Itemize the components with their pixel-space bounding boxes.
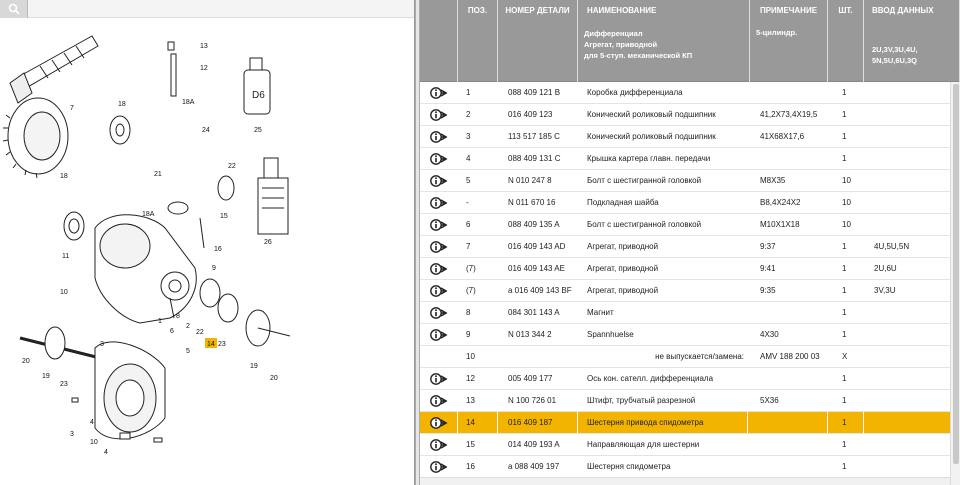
row-vin: 3V,3U — [874, 286, 896, 295]
info-arrow-icon[interactable] — [420, 324, 458, 346]
table-row[interactable] — [420, 368, 950, 390]
row-name: Ось кон. сателл. дифференциала — [587, 374, 714, 383]
seal-drawing — [64, 212, 84, 240]
callout-26: 26 — [264, 239, 272, 246]
row-position: 7 — [466, 242, 471, 251]
row-part-number[interactable]: N 011 670 16 — [508, 198, 556, 207]
row-qty: 1 — [842, 154, 847, 163]
callout-4: 10 — [90, 439, 98, 446]
intro-name-line1: Дифференциал — [584, 29, 643, 38]
diagram-toolbar — [0, 0, 415, 18]
row-vin — [864, 214, 950, 236]
table-row[interactable] — [420, 412, 950, 434]
row-qty: 1 — [842, 242, 847, 251]
table-row[interactable] — [420, 82, 950, 104]
row-qty: 10 — [842, 220, 851, 229]
info-arrow-icon[interactable] — [420, 170, 458, 192]
row-note — [750, 302, 828, 324]
intro-vin-line2: 5N,5U,6U,3Q — [872, 56, 918, 65]
table-row[interactable] — [420, 258, 950, 280]
row-vin — [864, 434, 950, 456]
info-arrow-icon[interactable] — [420, 390, 458, 412]
row-vin — [864, 390, 950, 412]
row-qty: 1 — [828, 412, 864, 434]
row-note: 41X68X17,6 — [760, 132, 805, 141]
row-name: Подкладная шайба — [587, 198, 659, 207]
info-arrow-icon — [420, 346, 458, 368]
info-arrow-icon[interactable] — [420, 280, 458, 302]
header-pos[interactable]: ПОЗ. — [458, 0, 498, 22]
intro-name — [578, 22, 750, 82]
row-vin — [864, 368, 950, 390]
info-arrow-icon[interactable] — [420, 236, 458, 258]
table-row[interactable] — [420, 126, 950, 148]
row-qty: 10 — [842, 198, 851, 207]
callout-13: 13 — [200, 43, 208, 50]
row-position: (7) — [466, 264, 476, 273]
header-name[interactable]: НАИМЕНОВАНИЕ — [578, 0, 750, 22]
table-row[interactable] — [420, 324, 950, 346]
parts-table-pane — [420, 0, 960, 485]
callout-3-lower: 4 — [90, 419, 94, 426]
row-vin — [864, 148, 950, 170]
row-note — [750, 82, 828, 104]
callout-18: 18 — [118, 101, 126, 108]
callout-23: 23 — [218, 341, 226, 348]
row-position: 1 — [466, 88, 471, 97]
zoom-button[interactable] — [0, 0, 28, 18]
row-part-number[interactable]: 084 301 143 A — [508, 308, 560, 317]
row-name: Конический роликовый подшипник — [587, 132, 716, 141]
info-arrow-icon[interactable] — [420, 258, 458, 280]
info-arrow-icon[interactable] — [420, 434, 458, 456]
intro-qty-cell — [828, 22, 864, 82]
magnifier-icon — [8, 3, 20, 15]
row-vin — [864, 82, 950, 104]
row-note: 5X36 — [760, 396, 779, 405]
table-row[interactable] — [420, 192, 950, 214]
row-qty: X — [842, 352, 848, 361]
row-part-number[interactable]: 088 409 121 B — [508, 88, 561, 97]
info-arrow-icon[interactable] — [420, 456, 458, 478]
intro-number-cell — [498, 22, 578, 82]
oil-bottle-drawing — [244, 58, 270, 114]
row-position: 16 — [466, 462, 475, 471]
table-row[interactable] — [420, 280, 950, 302]
info-arrow-icon[interactable] — [420, 412, 458, 434]
row-qty: 1 — [842, 132, 847, 141]
callout-1: 1 — [158, 318, 162, 325]
intro-pos-cell — [458, 22, 498, 82]
row-note: M10X1X18 — [760, 220, 800, 229]
header-note[interactable]: ПРИМЕЧАНИЕ — [750, 0, 828, 22]
table-row[interactable] — [420, 346, 950, 368]
row-note: B8,4X24X2 — [760, 198, 801, 207]
differential-housing-drawing — [95, 215, 196, 323]
row-note: 9:37 — [760, 242, 776, 251]
row-part-number[interactable] — [498, 346, 578, 368]
callout-25: 25 — [254, 127, 262, 134]
table-row[interactable] — [420, 302, 950, 324]
row-qty: 1 — [842, 440, 847, 449]
row-note — [750, 148, 828, 170]
row-qty: 1 — [842, 330, 847, 339]
row-note — [750, 456, 828, 478]
table-row[interactable] — [420, 456, 950, 478]
row-note: M8X35 — [760, 176, 786, 185]
table-row[interactable] — [420, 390, 950, 412]
row-vin — [864, 192, 950, 214]
row-qty: 1 — [842, 374, 847, 383]
row-part-number[interactable]: N 013 344 2 — [508, 330, 552, 339]
table-row[interactable] — [420, 214, 950, 236]
row-vin — [864, 302, 950, 324]
row-part-number[interactable]: a 016 409 143 BF — [508, 286, 572, 295]
intro-name-line2: Агрегат, приводной — [584, 40, 658, 49]
row-part-number[interactable]: N 100 726 01 — [508, 396, 557, 405]
row-vin — [864, 170, 950, 192]
info-arrow-icon[interactable] — [420, 126, 458, 148]
row-position: 6 — [466, 220, 471, 229]
sealant-tube-drawing — [258, 158, 288, 234]
table-row[interactable] — [420, 170, 950, 192]
row-part-number[interactable]: 016 409 143 AE — [508, 264, 565, 273]
intro-vin — [864, 22, 960, 82]
row-vin — [864, 346, 950, 368]
row-part-number[interactable]: 113 517 185 C — [508, 132, 560, 141]
row-position: (7) — [466, 286, 476, 295]
row-name: Болт с шестигранной головкой — [587, 176, 702, 185]
table-row[interactable] — [420, 434, 950, 456]
callout-12: 12 — [200, 65, 208, 72]
callout-10-lower: 3 — [70, 431, 74, 438]
header-qty[interactable]: ШТ. — [828, 0, 864, 22]
row-part-number[interactable]: 014 409 193 A — [508, 440, 560, 449]
intro-note: 5-цилиндр. — [750, 22, 828, 82]
intro-icon-cell — [420, 22, 458, 82]
row-part-number[interactable]: 088 409 131 C — [508, 154, 561, 163]
row-name: Шестерня спидометра — [587, 462, 671, 471]
callout-5: 5 — [186, 348, 190, 355]
row-position: 9 — [466, 330, 471, 339]
exploded-diagram-pane — [0, 0, 415, 485]
table-row[interactable] — [420, 148, 950, 170]
row-name: Крышка картера главн. передачи — [587, 154, 711, 163]
row-qty: 1 — [842, 264, 847, 273]
row-vin — [864, 126, 950, 148]
info-arrow-icon[interactable] — [420, 82, 458, 104]
row-name: Магнит — [587, 308, 614, 317]
callout-18a: 18A — [182, 99, 195, 106]
row-position: 14 — [458, 412, 498, 434]
row-qty: 1 — [842, 286, 847, 295]
row-name: Коробка дифференциала — [587, 88, 683, 97]
horizontal-scrollbar[interactable] — [420, 477, 950, 485]
pin-parts-drawing — [168, 42, 176, 96]
row-vin — [864, 324, 950, 346]
callout-18a-lower: 18A — [142, 211, 155, 218]
info-arrow-icon[interactable] — [420, 368, 458, 390]
row-position: 10 — [466, 352, 475, 361]
callout-22: 22 — [228, 163, 236, 170]
row-position: 5 — [466, 176, 471, 185]
vertical-scrollbar[interactable] — [950, 82, 960, 485]
row-position: 3 — [466, 132, 471, 141]
row-qty: 1 — [842, 110, 847, 119]
row-position: 13 — [466, 396, 475, 405]
header-part-number[interactable]: НОМЕР ДЕТАЛИ — [498, 0, 578, 22]
row-note — [750, 368, 828, 390]
washers-drawing — [110, 116, 234, 214]
callout-16: 16 — [214, 246, 222, 253]
info-arrow-icon[interactable] — [420, 302, 458, 324]
row-position: - — [466, 198, 469, 207]
row-vin: 4U,5U,5N — [874, 242, 910, 251]
callout-10-bottom: 4 — [104, 449, 108, 456]
row-part-number[interactable]: 005 409 177 — [508, 374, 553, 383]
ring-gear-drawing — [3, 98, 68, 178]
callout-9: 9 — [212, 265, 216, 272]
table-header — [420, 0, 960, 22]
table-row[interactable] — [420, 236, 950, 258]
row-part-number[interactable]: N 010 247 8 — [508, 176, 552, 185]
callout-3: 3 — [100, 341, 104, 348]
row-note: 4X30 — [760, 330, 779, 339]
callout-2: 2 — [186, 323, 190, 330]
row-qty: 10 — [842, 176, 851, 185]
row-qty: 1 — [842, 396, 847, 405]
callout-19: 19 — [250, 363, 258, 370]
row-position: 15 — [466, 440, 475, 449]
header-vin[interactable]: ВВОД ДАННЫХ — [864, 0, 960, 22]
callout-8: 8 — [176, 313, 180, 320]
svg-text:D6: D6 — [252, 90, 265, 101]
intro-vin-line1: 2U,3V,3U,4U, — [872, 45, 918, 54]
callout-6: 6 — [170, 328, 174, 335]
row-part-number[interactable]: 016 409 187 — [498, 412, 578, 434]
callout-20: 20 — [270, 375, 278, 382]
scrollbar-thumb[interactable] — [953, 84, 959, 464]
callout-15: 15 — [220, 213, 228, 220]
row-name: Spannhuelse — [587, 330, 634, 339]
row-position: 2 — [466, 110, 471, 119]
row-position: 4 — [466, 154, 471, 163]
row-name: Агрегат, приводной — [587, 286, 659, 295]
row-part-number[interactable]: a 088 409 197 — [508, 462, 560, 471]
parts-list — [420, 82, 950, 478]
bearing-drawing — [200, 279, 290, 346]
row-name: Конический роликовый подшипник — [587, 110, 716, 119]
table-intro-row — [420, 22, 960, 82]
intro-name-line3: для 5-ступ. механической КП — [584, 51, 693, 60]
callout-10: 10 — [60, 289, 68, 296]
exploded-parts-drawing[interactable] — [0, 18, 415, 485]
row-qty: 1 — [842, 308, 847, 317]
row-note — [750, 412, 828, 434]
callout-7: 7 — [70, 105, 74, 112]
callout-18-lower: 18 — [60, 173, 68, 180]
row-qty: 1 — [842, 88, 847, 97]
row-note: 9:41 — [760, 264, 776, 273]
row-name: Шестерня привода спидометра — [578, 412, 748, 434]
row-name: Агрегат, приводной — [587, 242, 659, 251]
row-vin — [864, 104, 950, 126]
row-vin — [864, 412, 950, 434]
row-part-number[interactable]: 016 409 143 AD — [508, 242, 566, 251]
row-qty: 1 — [842, 462, 847, 471]
row-name: не выпускается/замена: — [655, 352, 744, 361]
row-note: 9:35 — [760, 286, 776, 295]
callout-19-lower: 19 — [42, 373, 50, 380]
info-arrow-icon[interactable] — [420, 104, 458, 126]
row-name: Агрегат, приводной — [587, 264, 659, 273]
header-info — [420, 0, 458, 22]
callout-11: 11 — [62, 253, 70, 260]
info-arrow-icon[interactable] — [420, 214, 458, 236]
row-position: 8 — [466, 308, 471, 317]
table-row[interactable] — [420, 104, 950, 126]
callout-23-lower: 23 — [60, 381, 68, 388]
info-arrow-icon[interactable] — [420, 192, 458, 214]
row-name: Направляющая для шестерни — [587, 440, 700, 449]
row-position: 12 — [466, 374, 475, 383]
row-vin — [864, 456, 950, 478]
row-name: Штифт, трубчатый разрезной — [587, 396, 696, 405]
info-arrow-icon[interactable] — [420, 148, 458, 170]
row-part-number[interactable]: 088 409 135 A — [508, 220, 560, 229]
row-note — [750, 434, 828, 456]
callout-14[interactable]: 14 — [207, 341, 215, 348]
row-note: AMV 188 200 03 — [760, 352, 820, 361]
callout-24: 24 — [202, 127, 210, 134]
row-part-number[interactable]: 016 409 123 — [508, 110, 553, 119]
callout-22-lower: 22 — [196, 329, 204, 336]
pinion-shaft-drawing — [10, 36, 98, 103]
callout-21: 21 — [154, 171, 162, 178]
row-name: Болт с шестигранной головкой — [587, 220, 702, 229]
row-vin: 2U,6U — [874, 264, 897, 273]
row-note: 41,2X73,4X19,5 — [760, 110, 818, 119]
callout-20-lower: 20 — [22, 358, 30, 365]
